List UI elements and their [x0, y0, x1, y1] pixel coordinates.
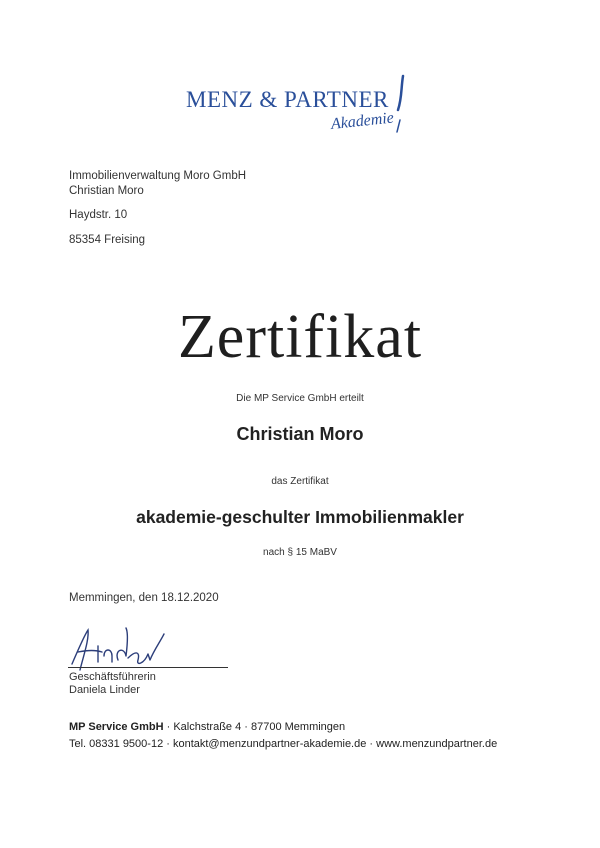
footer-street: · Kalchstraße 4 · 87700 Memmingen — [163, 721, 346, 733]
certificate-intro: das Zertifikat — [271, 476, 329, 487]
recipient-street: Haydstr. 10 — [69, 209, 128, 221]
company-logo — [180, 72, 420, 152]
footer-contact: Tel. 08331 9500-12 · kontakt@menzundpartner-akademie.de · www.menzundpartner.de — [69, 738, 498, 750]
signature-line — [68, 667, 228, 668]
recipient-city: 85354 Freising — [69, 234, 146, 246]
place-date: Memmingen, den 18.12.2020 — [69, 592, 219, 604]
logo-wordmark: MENZ & PARTNER — [186, 87, 389, 112]
signer-name: Daniela Linder — [69, 684, 140, 696]
logo-subtitle: Akademie — [330, 109, 395, 134]
issuer-line: Die MP Service GmbH erteilt — [236, 393, 364, 404]
certificate-name: akademie-geschulter Immobilienmakler — [136, 507, 464, 527]
logo-bar-icon — [395, 74, 407, 134]
holder-name: Christian Moro — [236, 424, 364, 444]
signer-role: Geschäftsführerin — [69, 671, 156, 683]
footer-address — [69, 721, 345, 733]
certificate-title: Zertifikat — [177, 303, 423, 371]
recipient-person: Christian Moro — [69, 185, 144, 197]
legal-basis: nach § 15 MaBV — [263, 547, 337, 558]
recipient-company: Immobilienverwaltung Moro GmbH — [69, 170, 247, 182]
footer-company: MP Service GmbH — [69, 721, 164, 733]
